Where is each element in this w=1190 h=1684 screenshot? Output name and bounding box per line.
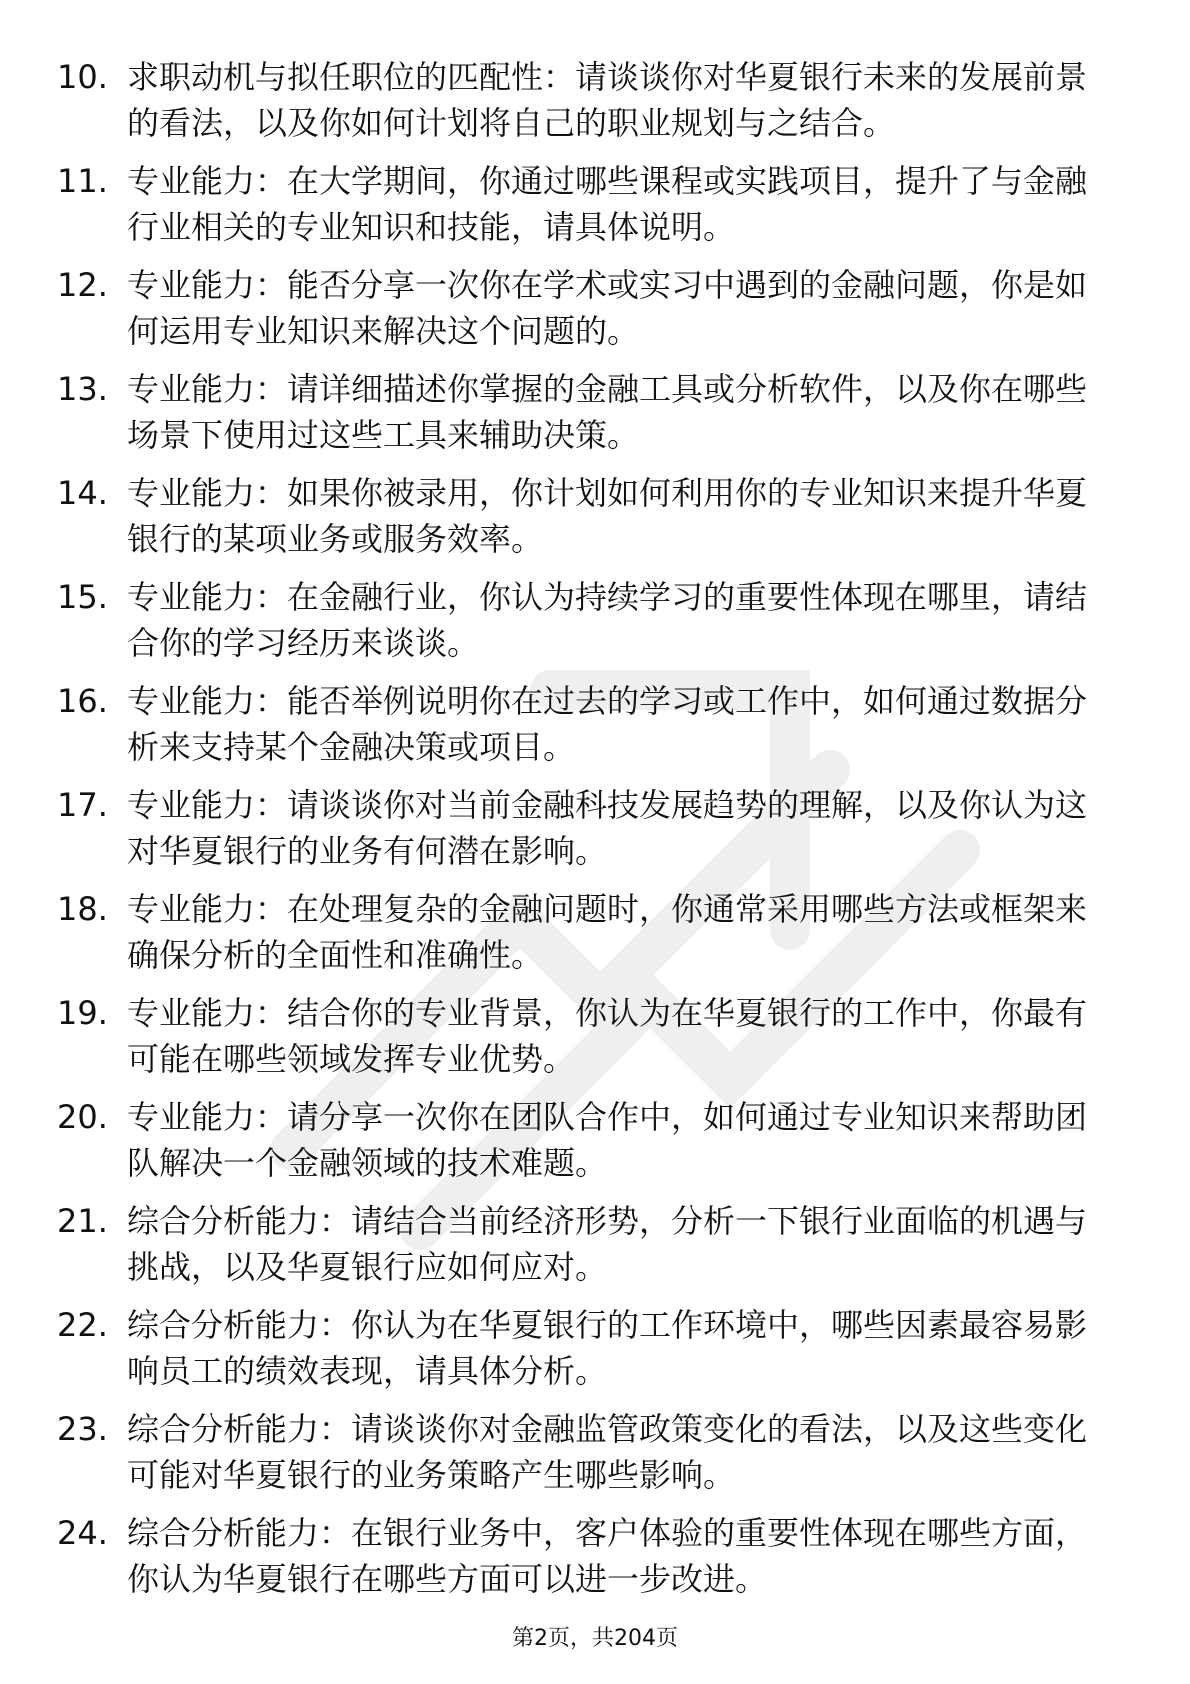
question-text: 专业能力：结合你的专业背景，你认为在华夏银行的工作中，你最有可能在哪些领域发挥专业优势。: [127, 994, 1088, 1078]
page-number-label: 第2页，共204页: [512, 1626, 678, 1651]
question-item: [0, 880, 1190, 984]
question-item: [0, 1400, 1190, 1504]
question-number: 11.: [57, 162, 108, 200]
question-item: [0, 48, 1190, 152]
question-number: 23.: [57, 1410, 108, 1448]
question-text: 专业能力：在金融行业，你认为持续学习的重要性体现在哪里，请结合你的学习经历来谈谈。: [127, 578, 1088, 662]
question-item: [0, 1088, 1190, 1192]
question-text: 专业能力：请分享一次你在团队合作中，如何通过专业知识来帮助团队解决一个金融领域的技术难题。: [127, 1098, 1088, 1182]
question-text: 专业能力：在大学期间，你通过哪些课程或实践项目，提升了与金融行业相关的专业知识和技能，请具体说明。: [127, 162, 1088, 246]
question-number: 20.: [57, 1098, 108, 1136]
page-footer: [0, 1621, 1190, 1652]
question-item: [0, 984, 1190, 1088]
question-number: 10.: [57, 58, 108, 96]
question-item: [0, 1192, 1190, 1296]
question-text: 专业能力：请详细描述你掌握的金融工具或分析软件，以及你在哪些场景下使用过这些工具来辅助决策。: [127, 370, 1088, 454]
question-number: 19.: [57, 994, 108, 1032]
question-list: [0, 48, 1190, 1608]
question-number: 17.: [57, 786, 108, 824]
question-text: 专业能力：在处理复杂的金融问题时，你通常采用哪些方法或框架来确保分析的全面性和准确性。: [127, 890, 1088, 974]
question-item: [0, 152, 1190, 256]
question-item: [0, 360, 1190, 464]
question-text: 综合分析能力：你认为在华夏银行的工作环境中，哪些因素最容易影响员工的绩效表现，请具体分析。: [127, 1306, 1088, 1390]
question-item: [0, 464, 1190, 568]
question-number: 15.: [57, 578, 108, 616]
question-number: 24.: [57, 1514, 108, 1552]
question-item: [0, 256, 1190, 360]
question-number: 18.: [57, 890, 108, 928]
question-number: 14.: [57, 474, 108, 512]
question-item: [0, 776, 1190, 880]
question-item: [0, 672, 1190, 776]
question-number: 13.: [57, 370, 108, 408]
question-text: 专业能力：如果你被录用，你计划如何利用你的专业知识来提升华夏银行的某项业务或服务效率。: [127, 474, 1088, 558]
question-text: 综合分析能力：请结合当前经济形势，分析一下银行业面临的机遇与挑战，以及华夏银行应如何应对。: [127, 1202, 1088, 1286]
question-text: 专业能力：能否分享一次你在学术或实习中遇到的金融问题，你是如何运用专业知识来解决这个问题的。: [127, 266, 1088, 350]
question-text: 求职动机与拟任职位的匹配性：请谈谈你对华夏银行未来的发展前景的看法，以及你如何计划将自己的职业规划与之结合。: [127, 58, 1088, 142]
question-number: 16.: [57, 682, 108, 720]
question-number: 21.: [57, 1202, 108, 1240]
question-text: 综合分析能力：请谈谈你对金融监管政策变化的看法，以及这些变化可能对华夏银行的业务策略产生哪些影响。: [127, 1410, 1088, 1494]
question-item: [0, 1296, 1190, 1400]
question-text: 专业能力：能否举例说明你在过去的学习或工作中，如何通过数据分析来支持某个金融决策或项目。: [127, 682, 1088, 766]
question-text: 专业能力：请谈谈你对当前金融科技发展趋势的理解，以及你认为这对华夏银行的业务有何潜在影响。: [127, 786, 1088, 870]
question-text: 综合分析能力：在银行业务中，客户体验的重要性体现在哪些方面，你认为华夏银行在哪些方面可以进一步改进。: [127, 1514, 1088, 1598]
question-item: [0, 568, 1190, 672]
question-number: 22.: [57, 1306, 108, 1344]
question-item: [0, 1504, 1190, 1608]
question-number: 12.: [57, 266, 108, 304]
